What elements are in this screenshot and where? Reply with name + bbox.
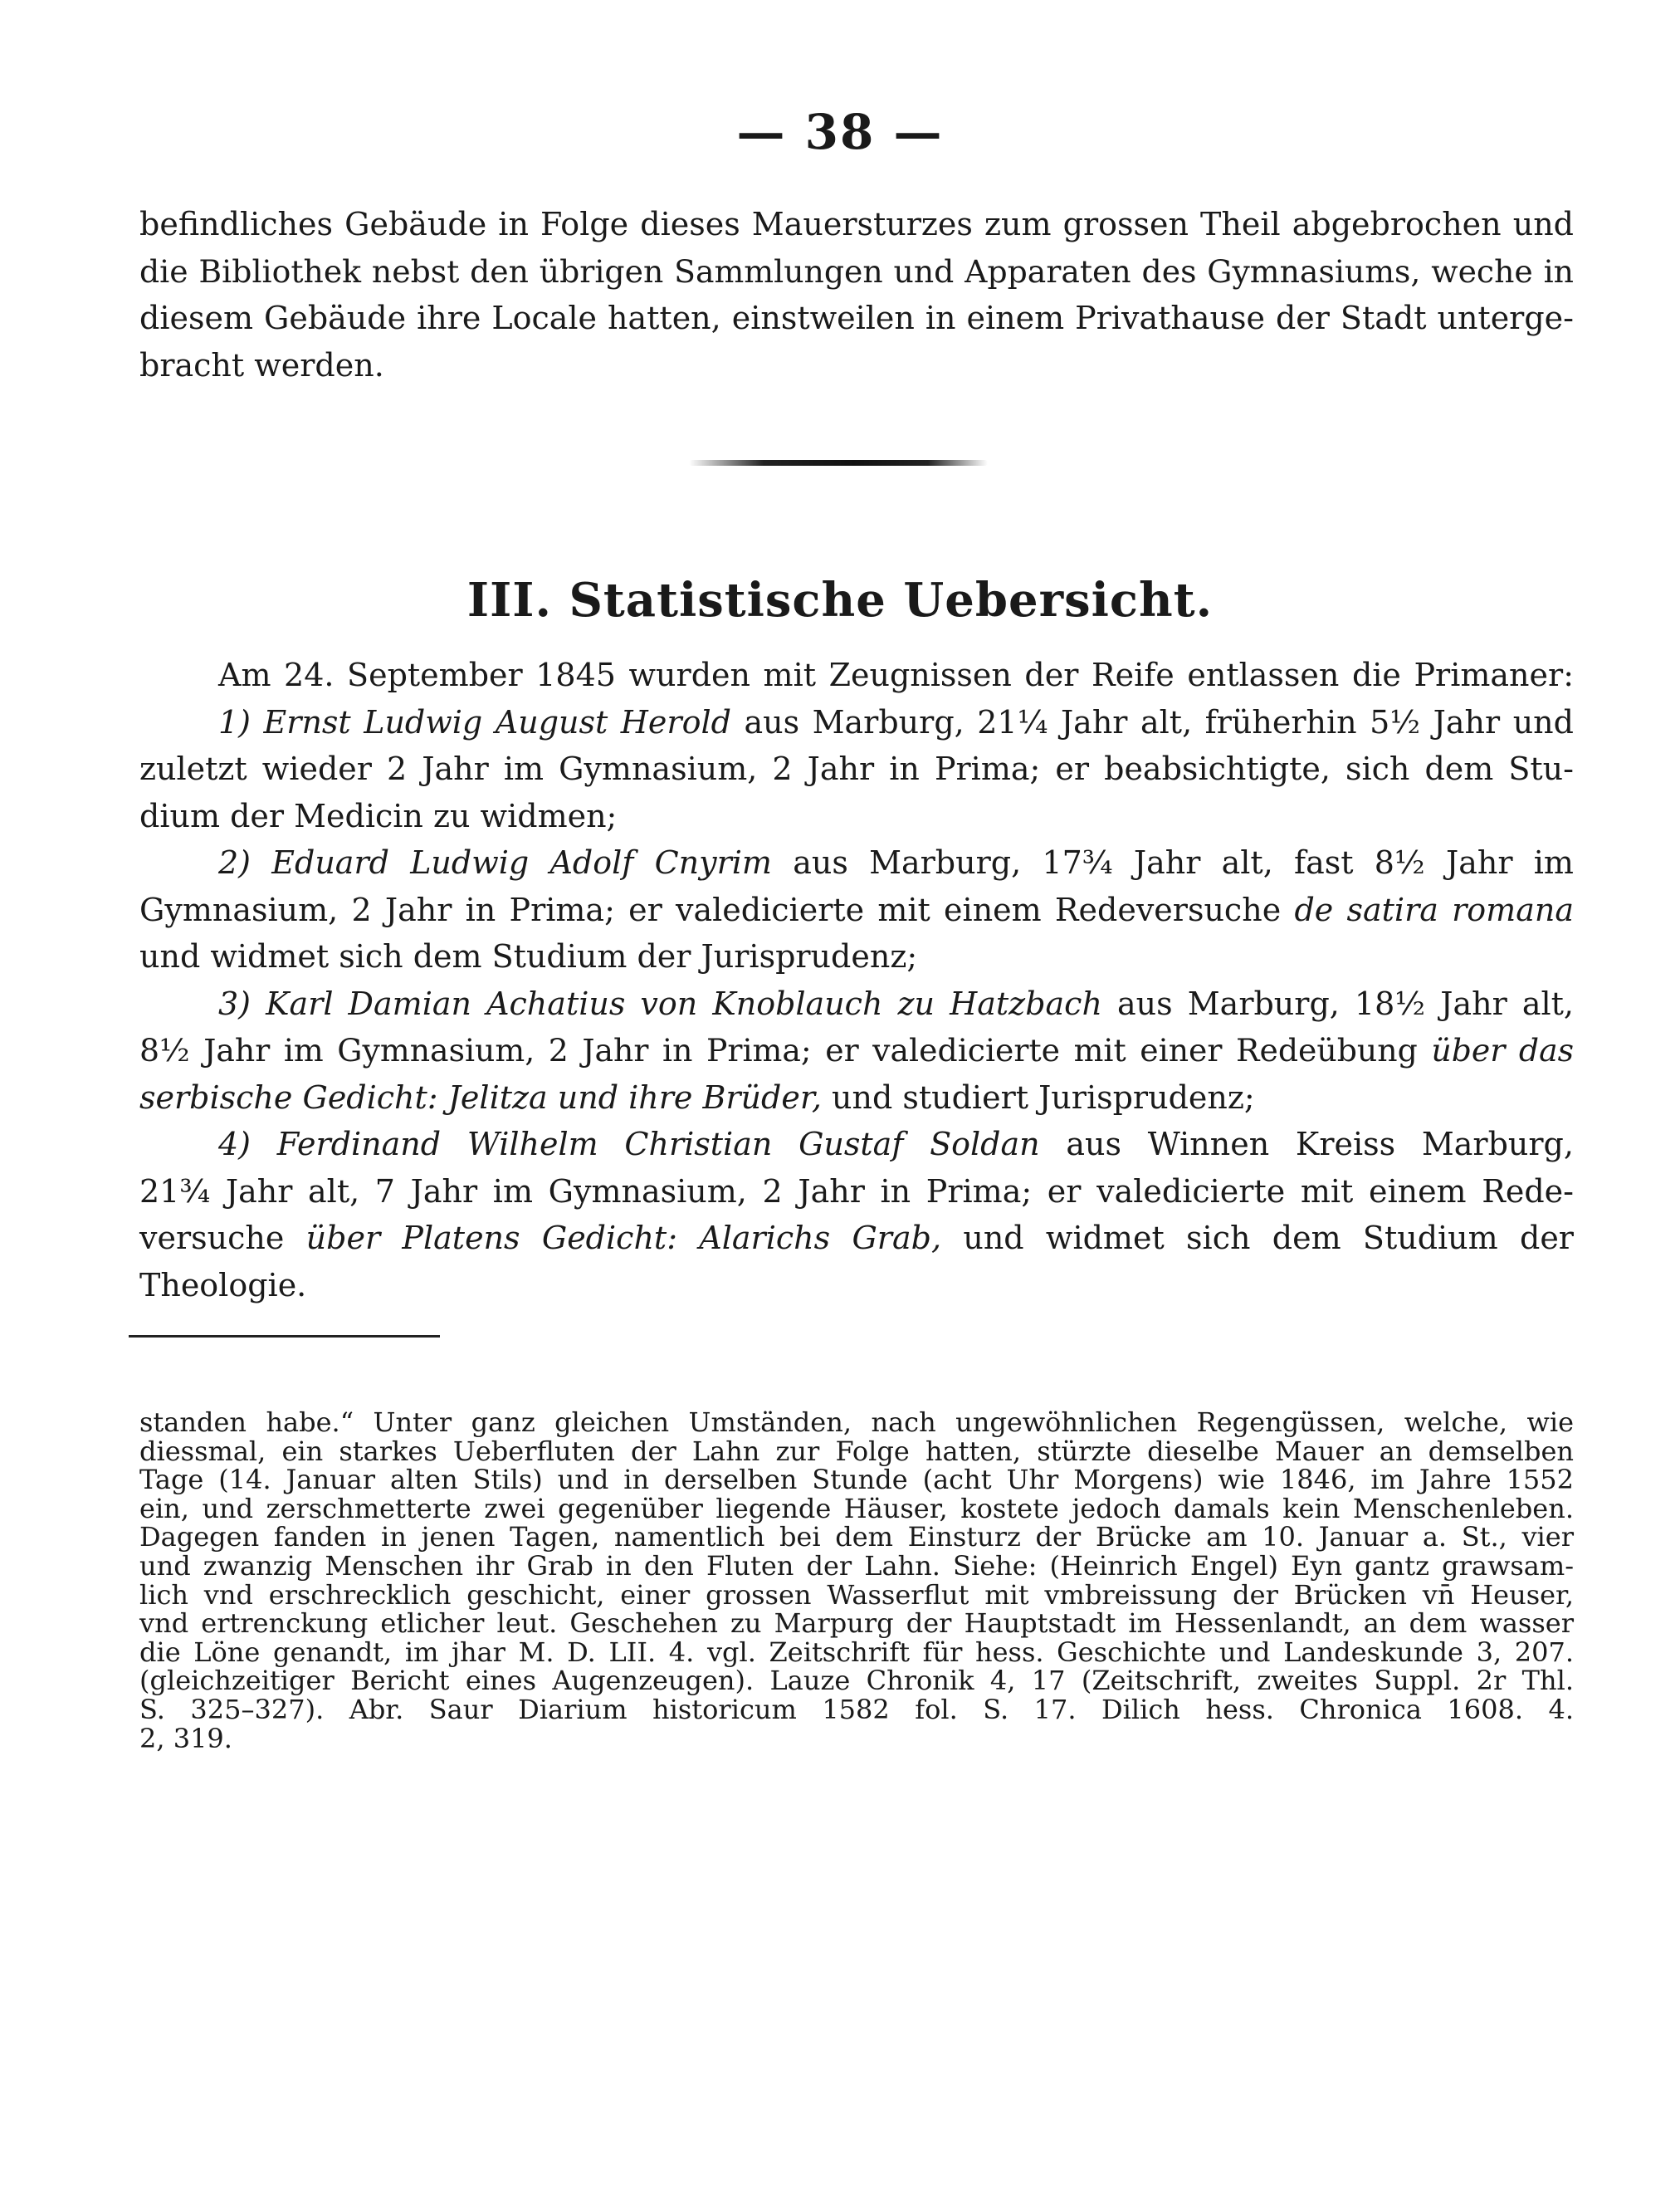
lead-line: Am 24. September 1845 wurden mit Zeugnissen der Reife entlassen die Primaner: — [218, 657, 1574, 693]
graduates-list — [139, 652, 1574, 1308]
entry-1-line-3: dium der Medicin zu widmen; — [139, 797, 618, 834]
entry-text: aus Marburg, 21¼ Jahr alt, früherhin 5½ Jahr und — [744, 703, 1574, 741]
entry-text: und widmet sich dem Studium der — [963, 1220, 1574, 1256]
entry-4-line-4: Theologie. — [139, 1266, 307, 1303]
footnote-line: und zwanzig Menschen ihr Grab in den Fluten der Lahn. Siehe: (Heinrich Engel) Eyn gantz grawsam- — [139, 1549, 1574, 1582]
page-number: — 38 — — [736, 104, 944, 160]
footnote — [139, 1408, 1574, 1753]
entry-number: 2) — [218, 844, 252, 881]
graduate-name: Ferdinand Wilhelm Christian Gustaf Soldan — [276, 1126, 1040, 1162]
footnote-line: 2, 319. — [139, 1722, 232, 1754]
entry-number: 3) — [218, 985, 252, 1022]
entry-1-line-1 — [139, 699, 1574, 746]
intro-line: befindliches Gebäude in Folge dieses Mauersturzes zum grossen Theil abgebrochen und — [139, 206, 1574, 242]
speech-title: de satira romana — [1294, 891, 1574, 928]
entry-2-line-3: und widmet sich dem Studium der Jurisprudenz; — [139, 938, 918, 975]
entry-text: aus Winnen Kreiss Marburg, — [1066, 1126, 1574, 1162]
speech-title: über das — [1431, 1032, 1575, 1069]
entry-text: versuche — [139, 1220, 285, 1256]
footnote-line: die Löne genandt, im jhar M. D. LII. 4. vgl. Zeitschrift für hess. Geschichte und Landeskunde 3, 207. — [139, 1636, 1574, 1668]
footnote-line: ein, und zerschmetterte zwei gegenüber liegende Häuser, kostete jedoch damals kein Menschenleben. — [139, 1492, 1574, 1524]
speech-title: über Platens Gedicht: Alarichs Grab, — [305, 1220, 942, 1256]
footnote-line: diessmal, ein starkes Ueberfluten der Lahn zur Folge hatten, stürzte dieselbe Mauer an demselben — [139, 1435, 1574, 1467]
entry-4-line-2: 21¾ Jahr alt, 7 Jahr im Gymnasium, 2 Jahr in Prima; er valedicierte mit einem Rede- — [139, 1172, 1574, 1210]
intro-line: diesem Gebäude ihre Locale hatten, einstweilen in einem Privathause der Stadt unterge- — [139, 300, 1574, 336]
entry-number: 4) — [218, 1126, 252, 1162]
entry-1-line-2: zuletzt wieder 2 Jahr im Gymnasium, 2 Jahr in Prima; er beabsichtigte, sich dem Stu- — [139, 751, 1574, 787]
entry-text: aus Marburg, 17¾ Jahr alt, fast 8½ Jahr im — [793, 844, 1574, 881]
entry-text: 8½ Jahr im Gymnasium, 2 Jahr in Prima; er valedicierte mit einer Redeübung — [139, 1032, 1418, 1069]
graduate-name: Ernst Ludwig August Herold — [263, 703, 731, 741]
intro-paragraph — [139, 201, 1574, 389]
graduate-name: Eduard Ludwig Adolf Cnyrim — [271, 844, 772, 881]
entry-4-line-3 — [139, 1215, 1574, 1262]
footnote-rule — [129, 1335, 440, 1338]
footnote-line: standen habe.“ Unter ganz gleichen Umständen, nach ungewöhnlichen Regengüssen, welche, wie — [139, 1406, 1574, 1438]
entry-text: aus Marburg, 18½ Jahr alt, — [1117, 985, 1574, 1022]
footnote-line: (gleichzeitiger Bericht eines Augenzeugen). Lauze Chronik 4, 17 (Zeitschrift, zweites Suppl. 2r Thl. — [139, 1665, 1574, 1697]
graduate-name: Karl Damian Achatius von Knoblauch zu Hatzbach — [266, 985, 1102, 1022]
footnote-line: vnd ertrenckung etlicher leut. Geschehen zu Marpurg der Hauptstadt im Hessenlandt, an dem wasser — [139, 1607, 1574, 1640]
entry-3-line-2 — [139, 1027, 1574, 1074]
entry-3-line-3 — [139, 1074, 1574, 1122]
footnote-line: Tage (14. Januar alten Stils) und in derselben Stunde (acht Uhr Morgens) wie 1846, im Jahre 1552 — [139, 1464, 1574, 1496]
footnote-line: lich vnd erschrecklich geschicht, einer grossen Wasserflut mit vmbreissung der Brücken vn̄ Heuser, — [139, 1578, 1574, 1611]
section-heading: III. Statistische Uebersicht. — [466, 573, 1214, 628]
entry-text: Gymnasium, 2 Jahr in Prima; er valedicierte mit einem Redeversuche — [139, 891, 1282, 928]
speech-title: serbische Gedicht: Jelitza und ihre Brüder, — [139, 1078, 822, 1116]
footnote-line: S. 325–327). Abr. Saur Diarium historicum 1582 fol. S. 17. Dilich hess. Chronica 1608. 4. — [139, 1693, 1574, 1725]
entry-2-line-1 — [139, 839, 1574, 887]
entry-text: und studiert Jurisprudenz; — [832, 1078, 1255, 1116]
section-divider — [689, 460, 988, 466]
intro-line: die Bibliothek nebst den übrigen Sammlungen und Apparaten des Gymnasiums, weche in — [139, 252, 1574, 290]
footnote-line: Dagegen fanden in jenen Tagen, namentlich bei dem Einsturz der Brücke am 10. Januar a. St., vier — [139, 1521, 1574, 1553]
intro-line: bracht werden. — [139, 346, 384, 384]
entry-4-line-1 — [139, 1121, 1574, 1168]
entry-2-line-2 — [139, 887, 1574, 934]
entry-number: 1) — [218, 703, 252, 741]
entry-3-line-1 — [139, 981, 1574, 1028]
